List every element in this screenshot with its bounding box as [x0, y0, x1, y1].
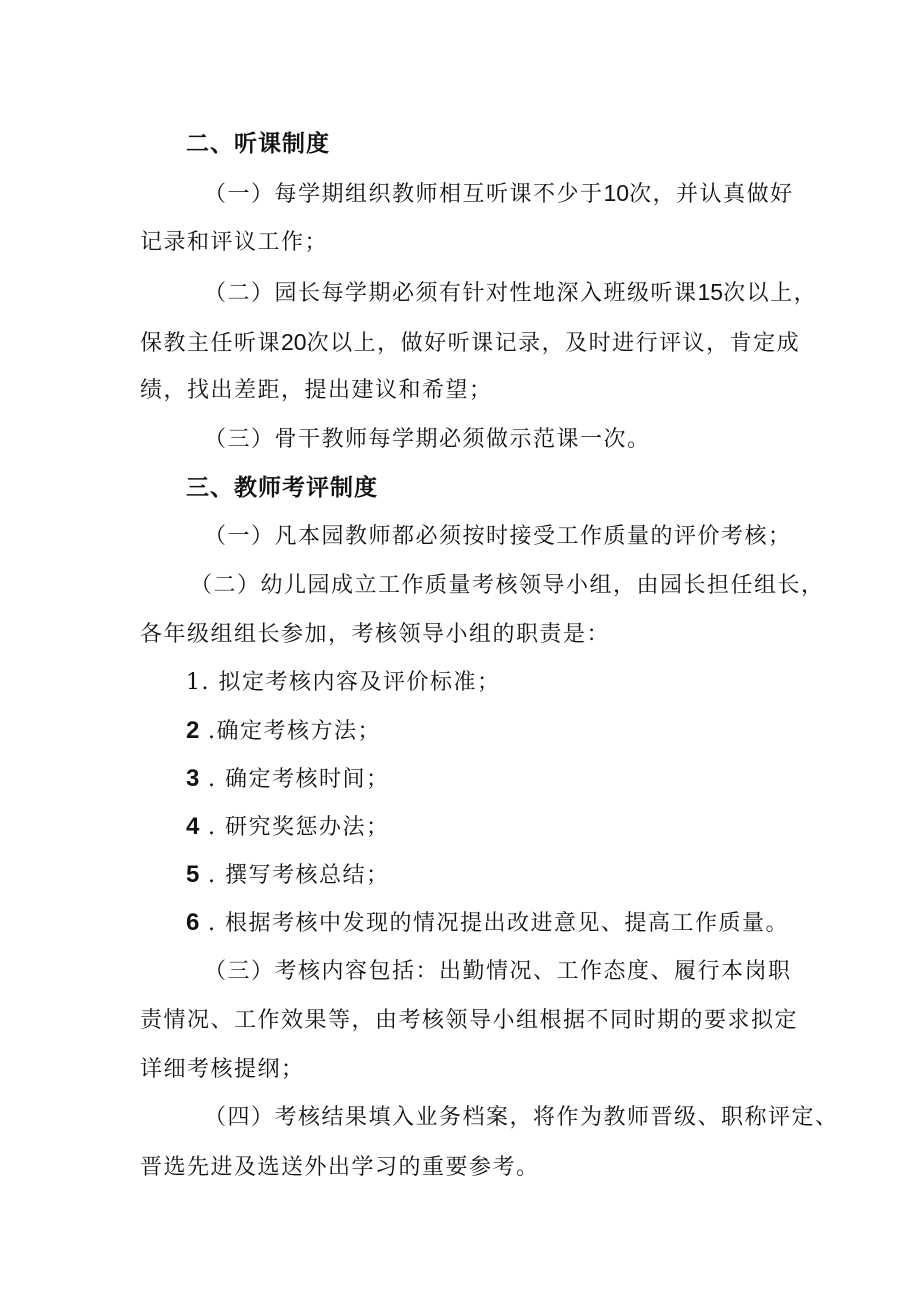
duty-text-5: . 撰写考核总结；: [208, 863, 390, 888]
section-2-item-1-post: 次，并认真做好: [629, 182, 794, 207]
section-2-item-1-pre: （一）每学期组织教师相互听课不少于: [204, 182, 604, 207]
section-3-item-2-line-2: 各年级组组长参加，考核领导小组的职责是：: [140, 622, 611, 647]
duty-item-3: [186, 764, 390, 795]
duty-text-2: .确定考核方法；: [208, 719, 381, 744]
section-3-item-3-line-2: 责情况、工作效果等，由考核领导小组根据不同时期的要求拟定: [140, 1008, 799, 1033]
section-2-item-2-number: 15: [697, 279, 724, 305]
duty-item-1: [186, 668, 501, 698]
duty-number-4: 4: [186, 813, 200, 840]
section-2-item-1-line-2: 记录和评议工作；: [140, 230, 329, 255]
section-3-item-4-line-2: 晋选先进及选送外出学习的重要参考。: [140, 1155, 540, 1180]
duty-number-3: 3: [186, 765, 200, 792]
duty-item-4: [186, 812, 390, 843]
duty-number-6: 6: [186, 909, 200, 936]
duty-item-2: [186, 716, 381, 747]
duty-number-2: 2: [186, 717, 200, 744]
section-2-item-1-number: 10: [603, 180, 630, 206]
section-3-item-1: （一）凡本园教师都必须按时接受工作质量的评价考核；: [204, 524, 792, 549]
section-2-item-2-post: 次以上，: [723, 281, 818, 306]
duty-text-4: . 研究奖惩办法；: [208, 815, 390, 840]
section-2-item-2-line-2: [140, 327, 800, 359]
section-3-heading: 三、教师考评制度: [186, 475, 378, 501]
section-2-item-2-line-3: 绩，找出差距，提出建议和希望；: [140, 378, 493, 403]
section-2-item-2-line-2-pre: 保教主任听课: [140, 331, 282, 356]
section-3-item-3-line-1: （三）考核内容包括：出勤情况、工作态度、履行本岗职: [204, 959, 792, 984]
section-2-item-3: （三）骨干教师每学期必须做示范课一次。: [204, 427, 651, 452]
duty-text-1: . 拟定考核内容及评价标准；: [201, 670, 501, 695]
duty-number-5: 5: [186, 861, 200, 888]
section-3-item-3-line-3: 详细考核提纲；: [140, 1057, 305, 1082]
section-2-item-2-line-1: [204, 277, 817, 309]
section-2-item-2-pre: （二）园长每学期必须有针对性地深入班级听课: [204, 281, 698, 306]
section-3-item-2-line-1: （二）幼儿园成立工作质量考核领导小组，由园长担任组长，: [190, 573, 825, 598]
duty-item-6: [186, 908, 789, 939]
section-2-item-2-line-2-number: 20: [281, 329, 307, 355]
duty-text-3: . 确定考核时间；: [208, 767, 390, 792]
section-2-item-1-line-1: [204, 178, 794, 210]
section-2-item-2-line-2-post: 次以上，做好听课记录，及时进行评议，肯定成: [306, 331, 801, 356]
section-2-heading: 二、听课制度: [186, 131, 330, 157]
section-3-item-4-line-1: （四）考核结果填入业务档案，将作为教师晋级、职称评定、: [204, 1105, 839, 1130]
duty-number-1: 1: [186, 670, 202, 695]
duty-text-6: . 根据考核中发现的情况提出改进意见、提高工作质量。: [208, 911, 789, 936]
duty-item-5: [186, 860, 390, 891]
